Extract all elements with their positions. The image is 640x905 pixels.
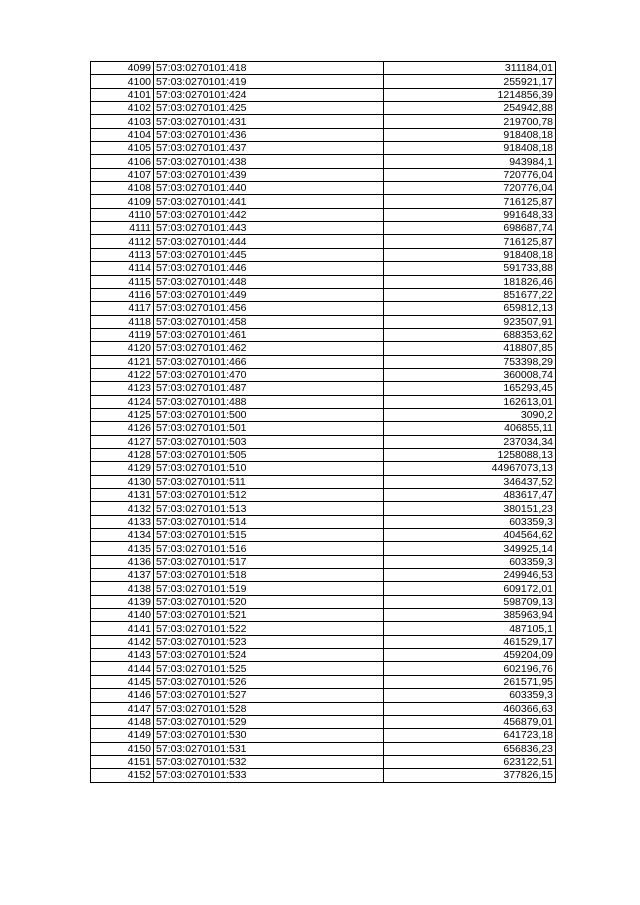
row-number-cell: 4100	[91, 75, 154, 88]
cadastral-number-cell: 57:03:0270101:424	[154, 88, 384, 101]
table-row	[91, 702, 556, 715]
row-number-cell: 4134	[91, 529, 154, 542]
row-number-cell: 4114	[91, 262, 154, 275]
table-row	[91, 275, 556, 288]
table-row	[91, 155, 556, 168]
table-row	[91, 595, 556, 608]
row-number-cell: 4148	[91, 715, 154, 728]
cadastral-value-cell: 918408,18	[384, 142, 556, 155]
cadastral-value-cell: 349925,14	[384, 542, 556, 555]
cadastral-value-cell: 461529,17	[384, 635, 556, 648]
row-number-cell: 4112	[91, 235, 154, 248]
cadastral-number-cell: 57:03:0270101:514	[154, 515, 384, 528]
cadastral-number-cell: 57:03:0270101:523	[154, 635, 384, 648]
row-number-cell: 4147	[91, 702, 154, 715]
cadastral-number-cell: 57:03:0270101:515	[154, 529, 384, 542]
table-row	[91, 262, 556, 275]
table-row	[91, 368, 556, 381]
cadastral-value-cell: 44967073,13	[384, 462, 556, 475]
cadastral-value-cell: 483617,47	[384, 489, 556, 502]
table-row	[91, 248, 556, 261]
table-row	[91, 288, 556, 301]
row-number-cell: 4121	[91, 355, 154, 368]
table-body	[91, 62, 556, 783]
cadastral-value-cell: 3090,2	[384, 408, 556, 421]
cadastral-number-cell: 57:03:0270101:532	[154, 755, 384, 768]
cadastral-number-cell: 57:03:0270101:440	[154, 182, 384, 195]
table-row	[91, 315, 556, 328]
cadastral-value-cell: 943984,1	[384, 155, 556, 168]
cadastral-value-cell: 255921,17	[384, 75, 556, 88]
table-row	[91, 182, 556, 195]
table-row	[91, 649, 556, 662]
cadastral-number-cell: 57:03:0270101:503	[154, 435, 384, 448]
cadastral-value-cell: 923507,91	[384, 315, 556, 328]
cadastral-value-cell: 346437,52	[384, 475, 556, 488]
row-number-cell: 4146	[91, 689, 154, 702]
table-row	[91, 729, 556, 742]
cadastral-value-cell: 591733,88	[384, 262, 556, 275]
cadastral-value-cell: 609172,01	[384, 582, 556, 595]
row-number-cell: 4127	[91, 435, 154, 448]
row-number-cell: 4152	[91, 769, 154, 782]
table-row	[91, 342, 556, 355]
cadastral-number-cell: 57:03:0270101:448	[154, 275, 384, 288]
cadastral-number-cell: 57:03:0270101:522	[154, 622, 384, 635]
cadastral-value-cell: 598709,13	[384, 595, 556, 608]
cadastral-number-cell: 57:03:0270101:462	[154, 342, 384, 355]
row-number-cell: 4124	[91, 395, 154, 408]
cadastral-number-cell: 57:03:0270101:445	[154, 248, 384, 261]
cadastral-number-cell: 57:03:0270101:431	[154, 115, 384, 128]
cadastral-number-cell: 57:03:0270101:531	[154, 742, 384, 755]
cadastral-value-cell: 377826,15	[384, 769, 556, 782]
cadastral-number-cell: 57:03:0270101:442	[154, 208, 384, 221]
table-row	[91, 555, 556, 568]
table-row	[91, 675, 556, 688]
cadastral-value-cell: 991648,33	[384, 208, 556, 221]
cadastral-value-cell: 165293,45	[384, 382, 556, 395]
cadastral-number-cell: 57:03:0270101:516	[154, 542, 384, 555]
cadastral-value-cell: 918408,18	[384, 128, 556, 141]
table-row	[91, 635, 556, 648]
table-row	[91, 168, 556, 181]
cadastral-number-cell: 57:03:0270101:525	[154, 662, 384, 675]
table-row	[91, 755, 556, 768]
cadastral-value-cell: 659812,13	[384, 302, 556, 315]
cadastral-value-cell: 720776,04	[384, 182, 556, 195]
cadastral-number-cell: 57:03:0270101:436	[154, 128, 384, 141]
cadastral-value-cell: 688353,62	[384, 328, 556, 341]
row-number-cell: 4101	[91, 88, 154, 101]
row-number-cell: 4138	[91, 582, 154, 595]
cadastral-value-cell: 641723,18	[384, 729, 556, 742]
cadastral-value-cell: 753398,29	[384, 355, 556, 368]
cadastral-number-cell: 57:03:0270101:511	[154, 475, 384, 488]
row-number-cell: 4116	[91, 288, 154, 301]
table-row	[91, 62, 556, 75]
table-row	[91, 422, 556, 435]
cadastral-value-cell: 311184,01	[384, 62, 556, 75]
table-row	[91, 609, 556, 622]
table-row	[91, 102, 556, 115]
table-row	[91, 582, 556, 595]
cadastral-value-cell: 602196,76	[384, 662, 556, 675]
row-number-cell: 4111	[91, 222, 154, 235]
row-number-cell: 4151	[91, 755, 154, 768]
table-row	[91, 382, 556, 395]
cadastral-number-cell: 57:03:0270101:470	[154, 368, 384, 381]
row-number-cell: 4102	[91, 102, 154, 115]
row-number-cell: 4110	[91, 208, 154, 221]
row-number-cell: 4142	[91, 635, 154, 648]
table-row	[91, 502, 556, 515]
cadastral-number-cell: 57:03:0270101:521	[154, 609, 384, 622]
cadastral-value-cell: 623122,51	[384, 755, 556, 768]
cadastral-number-cell: 57:03:0270101:530	[154, 729, 384, 742]
cadastral-number-cell: 57:03:0270101:510	[154, 462, 384, 475]
row-number-cell: 4136	[91, 555, 154, 568]
cadastral-number-cell: 57:03:0270101:501	[154, 422, 384, 435]
row-number-cell: 4137	[91, 569, 154, 582]
cadastral-number-cell: 57:03:0270101:443	[154, 222, 384, 235]
cadastral-value-cell: 219700,78	[384, 115, 556, 128]
cadastral-value-cell: 698687,74	[384, 222, 556, 235]
table-row	[91, 328, 556, 341]
table-row	[91, 542, 556, 555]
table-row	[91, 662, 556, 675]
cadastral-value-cell: 360008,74	[384, 368, 556, 381]
cadastral-number-cell: 57:03:0270101:456	[154, 302, 384, 315]
table-row	[91, 529, 556, 542]
cadastral-number-cell: 57:03:0270101:488	[154, 395, 384, 408]
table-row	[91, 355, 556, 368]
row-number-cell: 4117	[91, 302, 154, 315]
cadastral-value-cell: 162613,01	[384, 395, 556, 408]
table-row	[91, 475, 556, 488]
row-number-cell: 4108	[91, 182, 154, 195]
table-row	[91, 88, 556, 101]
row-number-cell: 4141	[91, 622, 154, 635]
cadastral-number-cell: 57:03:0270101:533	[154, 769, 384, 782]
cadastral-value-cell: 380151,23	[384, 502, 556, 515]
cadastral-value-table	[90, 61, 556, 783]
cadastral-value-cell: 720776,04	[384, 168, 556, 181]
cadastral-value-cell: 181826,46	[384, 275, 556, 288]
cadastral-value-cell: 716125,87	[384, 235, 556, 248]
row-number-cell: 4149	[91, 729, 154, 742]
cadastral-value-cell: 254942,88	[384, 102, 556, 115]
cadastral-number-cell: 57:03:0270101:425	[154, 102, 384, 115]
cadastral-number-cell: 57:03:0270101:518	[154, 569, 384, 582]
cadastral-number-cell: 57:03:0270101:444	[154, 235, 384, 248]
row-number-cell: 4106	[91, 155, 154, 168]
cadastral-number-cell: 57:03:0270101:524	[154, 649, 384, 662]
row-number-cell: 4140	[91, 609, 154, 622]
cadastral-value-cell: 1214856,39	[384, 88, 556, 101]
cadastral-value-cell: 456879,01	[384, 715, 556, 728]
row-number-cell: 4139	[91, 595, 154, 608]
row-number-cell: 4131	[91, 489, 154, 502]
cadastral-value-cell: 603359,3	[384, 555, 556, 568]
row-number-cell: 4144	[91, 662, 154, 675]
table-row	[91, 569, 556, 582]
table-row	[91, 115, 556, 128]
row-number-cell: 4109	[91, 195, 154, 208]
row-number-cell: 4120	[91, 342, 154, 355]
cadastral-number-cell: 57:03:0270101:446	[154, 262, 384, 275]
cadastral-number-cell: 57:03:0270101:439	[154, 168, 384, 181]
row-number-cell: 4099	[91, 62, 154, 75]
cadastral-number-cell: 57:03:0270101:449	[154, 288, 384, 301]
table-row	[91, 448, 556, 461]
cadastral-number-cell: 57:03:0270101:461	[154, 328, 384, 341]
row-number-cell: 4150	[91, 742, 154, 755]
row-number-cell: 4118	[91, 315, 154, 328]
cadastral-value-cell: 716125,87	[384, 195, 556, 208]
cadastral-number-cell: 57:03:0270101:458	[154, 315, 384, 328]
row-number-cell: 4145	[91, 675, 154, 688]
row-number-cell: 4104	[91, 128, 154, 141]
cadastral-value-cell: 851677,22	[384, 288, 556, 301]
table-row	[91, 222, 556, 235]
cadastral-number-cell: 57:03:0270101:418	[154, 62, 384, 75]
cadastral-number-cell: 57:03:0270101:512	[154, 489, 384, 502]
cadastral-value-cell: 237034,34	[384, 435, 556, 448]
table-row	[91, 715, 556, 728]
row-number-cell: 4122	[91, 368, 154, 381]
cadastral-value-cell: 1258088,13	[384, 448, 556, 461]
cadastral-number-cell: 57:03:0270101:441	[154, 195, 384, 208]
row-number-cell: 4133	[91, 515, 154, 528]
cadastral-number-cell: 57:03:0270101:505	[154, 448, 384, 461]
table-row	[91, 769, 556, 782]
cadastral-number-cell: 57:03:0270101:437	[154, 142, 384, 155]
row-number-cell: 4132	[91, 502, 154, 515]
cadastral-number-cell: 57:03:0270101:520	[154, 595, 384, 608]
cadastral-number-cell: 57:03:0270101:487	[154, 382, 384, 395]
cadastral-number-cell: 57:03:0270101:529	[154, 715, 384, 728]
cadastral-value-cell: 459204,09	[384, 649, 556, 662]
cadastral-value-cell: 603359,3	[384, 515, 556, 528]
cadastral-value-cell: 261571,95	[384, 675, 556, 688]
cadastral-number-cell: 57:03:0270101:519	[154, 582, 384, 595]
table-row	[91, 395, 556, 408]
table-row	[91, 408, 556, 421]
row-number-cell: 4105	[91, 142, 154, 155]
table-row	[91, 208, 556, 221]
cadastral-value-cell: 656836,23	[384, 742, 556, 755]
table-row	[91, 462, 556, 475]
table-row	[91, 235, 556, 248]
cadastral-number-cell: 57:03:0270101:438	[154, 155, 384, 168]
table-row	[91, 489, 556, 502]
table-row	[91, 75, 556, 88]
table-row	[91, 689, 556, 702]
cadastral-number-cell: 57:03:0270101:517	[154, 555, 384, 568]
row-number-cell: 4130	[91, 475, 154, 488]
cadastral-value-cell: 406855,11	[384, 422, 556, 435]
cadastral-value-cell: 487105,1	[384, 622, 556, 635]
row-number-cell: 4119	[91, 328, 154, 341]
row-number-cell: 4129	[91, 462, 154, 475]
row-number-cell: 4123	[91, 382, 154, 395]
table-row	[91, 435, 556, 448]
table-row	[91, 302, 556, 315]
cadastral-number-cell: 57:03:0270101:526	[154, 675, 384, 688]
row-number-cell: 4128	[91, 448, 154, 461]
table-row	[91, 195, 556, 208]
row-number-cell: 4126	[91, 422, 154, 435]
cadastral-number-cell: 57:03:0270101:419	[154, 75, 384, 88]
cadastral-number-cell: 57:03:0270101:528	[154, 702, 384, 715]
cadastral-number-cell: 57:03:0270101:527	[154, 689, 384, 702]
cadastral-value-cell: 385963,94	[384, 609, 556, 622]
cadastral-value-cell: 460366,63	[384, 702, 556, 715]
cadastral-number-cell: 57:03:0270101:466	[154, 355, 384, 368]
table-row	[91, 622, 556, 635]
cadastral-number-cell: 57:03:0270101:513	[154, 502, 384, 515]
row-number-cell: 4125	[91, 408, 154, 421]
table-row	[91, 742, 556, 755]
cadastral-value-cell: 404564,62	[384, 529, 556, 542]
row-number-cell: 4135	[91, 542, 154, 555]
cadastral-value-cell: 418807,85	[384, 342, 556, 355]
cadastral-value-cell: 603359,3	[384, 689, 556, 702]
cadastral-number-cell: 57:03:0270101:500	[154, 408, 384, 421]
cadastral-value-cell: 249946,53	[384, 569, 556, 582]
row-number-cell: 4113	[91, 248, 154, 261]
table-row	[91, 515, 556, 528]
table-row	[91, 142, 556, 155]
row-number-cell: 4107	[91, 168, 154, 181]
row-number-cell: 4103	[91, 115, 154, 128]
table-row	[91, 128, 556, 141]
cadastral-value-cell: 918408,18	[384, 248, 556, 261]
row-number-cell: 4115	[91, 275, 154, 288]
row-number-cell: 4143	[91, 649, 154, 662]
